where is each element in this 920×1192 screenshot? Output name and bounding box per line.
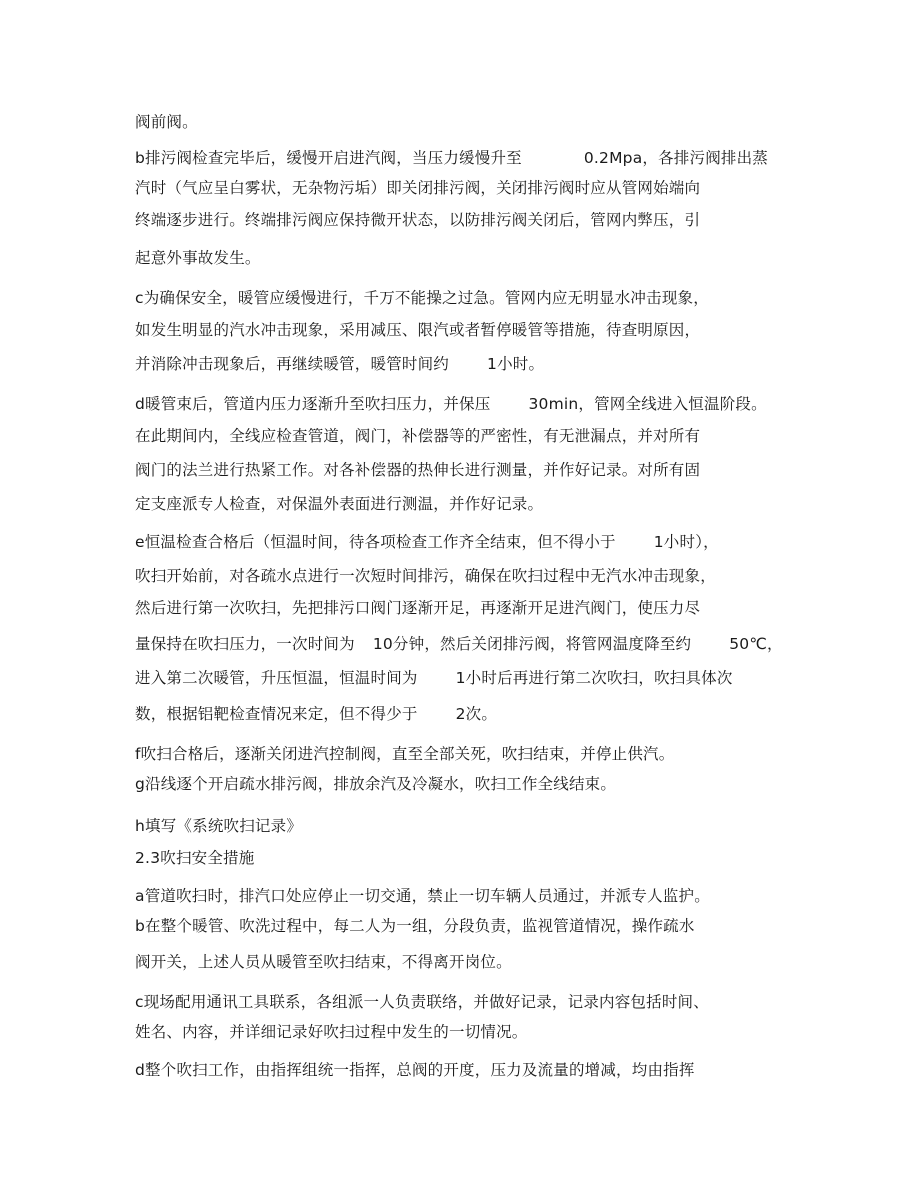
text-line: 终端逐步进行。终端排污阀应保持微开状态，以防排污阀关闭后，管网内弊压，引 [135, 211, 701, 229]
section-heading: 2.3吹扫安全措施 [135, 849, 255, 867]
text-line: b排污阀检查完毕后，缓慢开启进汽阀，当压力缓慢升至 0.2Mpa，各排污阀排出蒸 [135, 149, 769, 167]
text-line: 如发生明显的汽水冲击现象，采用减压、限汽或者暂停暖管等措施，待查明原因， [135, 321, 701, 339]
text-line: 阀开关，上述人员从暖管至吹扫结束，不得离开岗位。 [135, 953, 512, 971]
text-line: b在整个暖管、吹洗过程中，每二人为一组，分段负责，监视管道情况，操作疏水 [135, 917, 695, 935]
text-line: 吹扫开始前，对各疏水点进行一次短时间排污，确保在吹扫过程中无汽水冲击现象， [135, 567, 716, 585]
text-line: c现场配用通讯工具联系，各组派一人负责联络，并做好记录，记录内容包括时间、 [135, 993, 709, 1011]
text-line: 量保持在吹扫压力，一次时间为 10分钟，然后关闭排污阀，将管网温度降至约 50℃， [135, 635, 783, 653]
text-line: 进入第二次暖管，升压恒温，恒温时间为 1小时后再进行第二次吹扫，吹扫具体次 [135, 669, 733, 687]
text-line: h填写《系统吹扫记录》 [135, 817, 303, 835]
text-line: e恒温检查合格后（恒温时间，待各项检查工作齐全结束，但不得小于 1小时）， [135, 533, 719, 551]
text-line: 在此期间内，全线应检查管道，阀门，补偿器等的严密性，有无泄漏点，并对所有 [135, 427, 701, 445]
text-line: 并消除冲击现象后，再继续暖管，暖管时间约 1小时。 [135, 355, 545, 373]
text-line: 定支座派专人检查，对保温外表面进行测温，并作好记录。 [135, 495, 544, 513]
text-line: a管道吹扫时，排汽口处应停止一切交通，禁止一切车辆人员通过，并派专人监护。 [135, 887, 710, 905]
text-line: f吹扫合格后，逐渐关闭进汽控制阀，直至全部关死，吹扫结束，并停止供汽。 [135, 745, 675, 763]
text-line: g沿线逐个开启疏水排污阀，排放余汽及冷凝水，吹扫工作全线结束。 [135, 775, 617, 793]
text-line: 阀门的法兰进行热紧工作。对各补偿器的热伸长进行测量，并作好记录。对所有固 [135, 461, 701, 479]
text-line: 然后进行第一次吹扫，先把排污口阀门逐渐开足，再逐渐开足进汽阀门，使压力尽 [135, 599, 701, 617]
text-line: c为确保安全，暖管应缓慢进行，千万不能操之过急。管网内应无明显水冲击现象， [135, 289, 709, 307]
text-line: 数，根据铝靶检查情况来定，但不得少于 2次。 [135, 705, 498, 723]
text-line: d整个吹扫工作，由指挥组统一指挥，总阀的开度，压力及流量的增减，均由指挥 [135, 1061, 695, 1079]
text-line: d暖管束后，管道内压力逐渐升至吹扫压力，并保压 30min，管网全线进入恒温阶段。 [135, 395, 767, 413]
text-line: 汽时（气应呈白雾状，无杂物污垢）即关闭排污阀，关闭排污阀时应从管网始端向 [135, 179, 701, 197]
text-line: 起意外事故发生。 [135, 249, 261, 267]
text-line: 姓名、内容，并详细记录好吹扫过程中发生的一切情况。 [135, 1023, 528, 1041]
text-line: 阀前阀。 [135, 113, 198, 131]
